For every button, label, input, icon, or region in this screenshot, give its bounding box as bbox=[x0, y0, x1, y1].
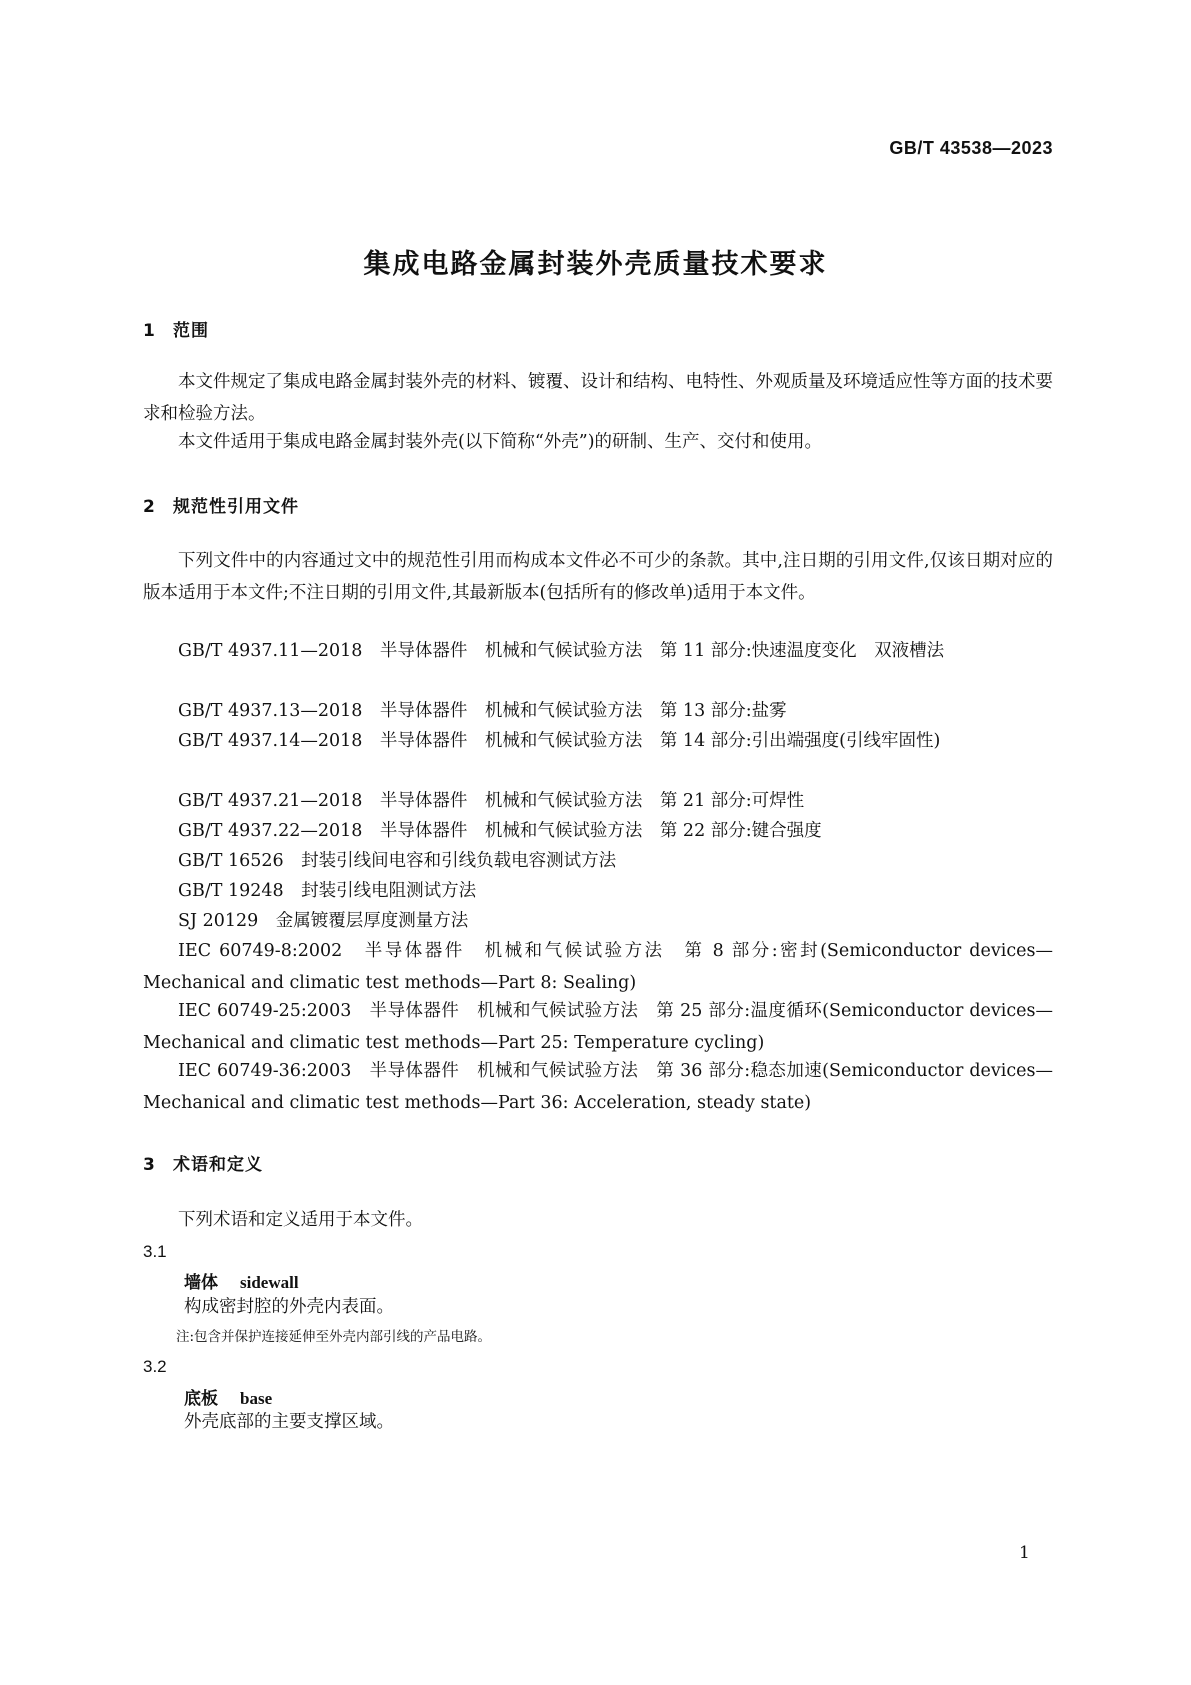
reference-item: GB/T 4937.14—2018 半导体器件 机械和气候试验方法 第 14 部分:引出端强度(引线牢固性) bbox=[178, 731, 941, 751]
term-zh: 墙体 bbox=[184, 1273, 218, 1293]
term-en: base bbox=[240, 1389, 273, 1408]
term-definition: 构成密封腔的外壳内表面。 bbox=[184, 1297, 394, 1317]
section-3-intro: 下列术语和定义适用于本文件。 bbox=[178, 1210, 423, 1230]
reference-item: GB/T 4937.13—2018 半导体器件 机械和气候试验方法 第 13 部分:盐雾 bbox=[178, 701, 787, 721]
section-title: 规范性引用文件 bbox=[173, 497, 299, 517]
term-en: sidewall bbox=[240, 1273, 299, 1292]
term-entry bbox=[184, 1268, 299, 1293]
term-definition: 外壳底部的主要支撑区域。 bbox=[184, 1412, 394, 1432]
term-note: 注:包含并保护连接延伸至外壳内部引线的产品电路。 bbox=[176, 1329, 492, 1345]
reference-item: IEC 60749-25:2003 半导体器件 机械和气候试验方法 第 25 部分:温度循环(Semiconductor devices—Mechanical and climatic test methods—Part 25: Temperature cycling) bbox=[143, 1001, 1053, 1053]
document-title: 集成电路金属封装外壳质量技术要求 bbox=[363, 249, 828, 280]
section-title: 范围 bbox=[173, 321, 209, 341]
section-2-intro: 下列文件中的内容通过文中的规范性引用而构成本文件必不可少的条款。其中,注日期的引用文件,仅该日期对应的版本适用于本文件;不注日期的引用文件,其最新版本(包括所有的修改单)适用于本文件。 bbox=[143, 551, 1053, 603]
section-3-heading bbox=[143, 1150, 263, 1175]
section-1-heading bbox=[143, 316, 209, 341]
section-2-heading bbox=[143, 492, 299, 517]
reference-item: GB/T 4937.11—2018 半导体器件 机械和气候试验方法 第 11 部分:快速温度变化 双液槽法 bbox=[178, 641, 945, 661]
section-1-para-1: 本文件规定了集成电路金属封装外壳的材料、镀覆、设计和结构、电特性、外观质量及环境适应性等方面的技术要求和检验方法。 bbox=[143, 372, 1053, 424]
reference-item: IEC 60749-36:2003 半导体器件 机械和气候试验方法 第 36 部分:稳态加速(Semiconductor devices—Mechanical and climatic test methods—Part 36: Acceleration, steady state) bbox=[143, 1061, 1053, 1113]
section-1-para-2: 本文件适用于集成电路金属封装外壳(以下简称“外壳”)的研制、生产、交付和使用。 bbox=[178, 432, 823, 452]
page-number: 1 bbox=[1019, 1543, 1030, 1563]
section-number: 3 bbox=[143, 1155, 156, 1175]
reference-item: GB/T 4937.21—2018 半导体器件 机械和气候试验方法 第 21 部分:可焊性 bbox=[178, 791, 805, 811]
section-number: 1 bbox=[143, 321, 156, 341]
term-number: 3.2 bbox=[143, 1357, 167, 1376]
reference-item: SJ 20129 金属镀覆层厚度测量方法 bbox=[178, 911, 469, 931]
standard-code: GB/T 43538—2023 bbox=[889, 138, 1053, 158]
section-number: 2 bbox=[143, 497, 156, 517]
reference-item: GB/T 16526 封装引线间电容和引线负载电容测试方法 bbox=[178, 851, 617, 871]
term-number: 3.1 bbox=[143, 1242, 167, 1261]
term-zh: 底板 bbox=[184, 1389, 218, 1409]
reference-item: IEC 60749-8:2002 半导体器件 机械和气候试验方法 第 8 部分:密封(Semiconductor devices—Mechanical and climatic test methods—Part 8: Sealing) bbox=[143, 941, 1053, 993]
reference-item: GB/T 19248 封装引线电阻测试方法 bbox=[178, 881, 477, 901]
section-title: 术语和定义 bbox=[173, 1155, 263, 1175]
reference-item: GB/T 4937.22—2018 半导体器件 机械和气候试验方法 第 22 部分:键合强度 bbox=[178, 821, 822, 841]
